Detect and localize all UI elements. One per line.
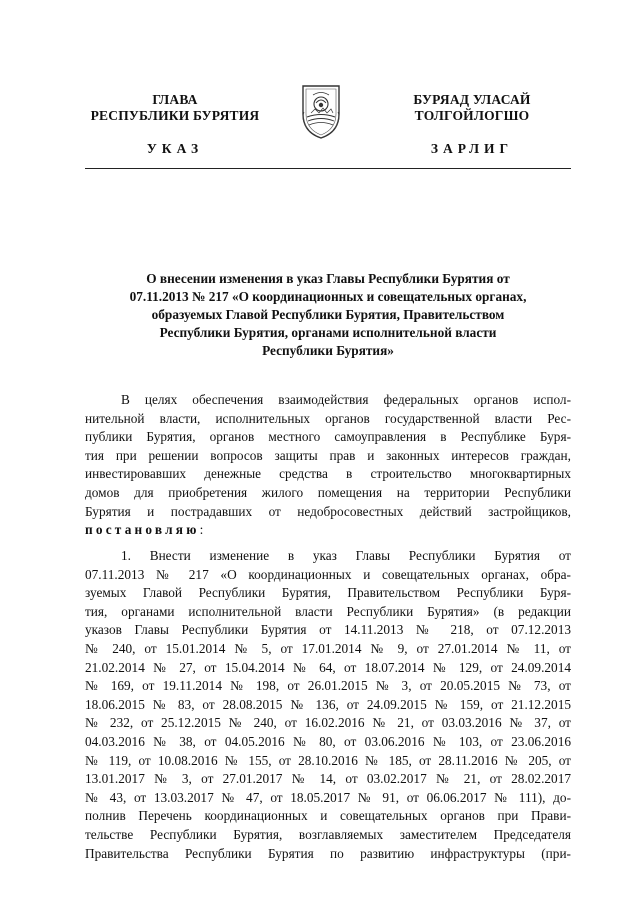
header-left-doc-kind: УКАЗ	[146, 141, 204, 156]
header-right-line1: БУРЯАД УЛАСАЙ	[413, 92, 531, 107]
text-line: № 43, от 13.03.2017 № 47, от 18.05.2017 № 91, от 06.06.2017 № 111), до-	[85, 789, 571, 805]
title-line: образуемых Главой Республики Бурятия, Правительством	[151, 307, 505, 322]
text-line: 13.01.2017 № 3, от 27.01.2017 № 14, от 03.02.2017 № 21, от 28.02.2017	[85, 771, 571, 787]
title-line: Республики Бурятия»	[262, 343, 394, 358]
coat-of-arms-icon	[299, 84, 343, 140]
header-left-line1: ГЛАВА	[152, 92, 198, 107]
text-line: указов Главы Республики Бурятия от 14.11.2013 № 218, от 07.12.2013	[85, 622, 571, 638]
header-right-block	[362, 92, 582, 124]
text-line: зуемых Главой Республики Бурятия, Правительством Республики Буря-	[85, 585, 571, 601]
text-line: № 169, от 19.11.2014 № 198, от 26.01.2015 № 3, от 20.05.2015 № 73, от	[85, 678, 571, 694]
text-line: № 232, от 25.12.2015 № 240, от 16.02.2016 № 21, от 03.03.2016 № 37, от	[85, 715, 571, 731]
header-left-line2: РЕСПУБЛИКИ БУРЯТИЯ	[90, 108, 260, 123]
text-line: тия, органами исполнительной власти Республики Бурятия» (в редакции	[85, 603, 571, 619]
header-right-line2: ТОЛГОЙЛОГШО	[414, 108, 530, 123]
text-line: полнив Перечень координационных и совещательных органов при Прави-	[85, 808, 571, 824]
text-line: домов для приобретения жилого помещения на территории Республики	[85, 484, 571, 500]
text-line: 18.06.2015 № 83, от 28.08.2015 № 136, от 24.09.2015 № 159, от 21.12.2015	[85, 696, 571, 712]
text-line: № 240, от 15.01.2014 № 5, от 17.01.2014 № 9, от 27.01.2014 № 11, от	[85, 640, 571, 656]
text-line: инвестировавших денежные средства в строительство многоквартирных	[85, 466, 571, 482]
text-line: № 119, от 10.08.2016 № 155, от 28.10.2016 № 185, от 28.11.2016 № 205, от	[85, 752, 571, 768]
text-line: Бурятия и пострадавших от недобросовестных действий застройщиков,	[85, 503, 571, 519]
decree-word: постановляю	[85, 522, 200, 538]
document-title	[85, 270, 571, 360]
text-line: Правительства Республики Бурятия по развитию инфраструктуры (при-	[85, 845, 571, 861]
text-line: В целях обеспечения взаимодействия федеральных органов испол-	[121, 392, 571, 407]
title-line: 07.11.2013 № 217 «О координационных и совещательных органах,	[129, 289, 527, 304]
text-line: 21.02.2014 № 27, от 15.04.2014 № 64, от 18.07.2014 № 129, от 24.09.2014	[85, 659, 571, 675]
item-1-paragraph	[85, 547, 571, 863]
decree-suffix: :	[199, 522, 204, 538]
title-line: О внесении изменения в указ Главы Республики Бурятия от	[146, 271, 510, 286]
text-line: публики Бурятия, органов местного самоуправления в Республике Буря-	[85, 429, 571, 445]
header-left-block	[65, 92, 285, 124]
decree-line	[85, 521, 571, 540]
header-divider	[85, 168, 571, 169]
header-right-doc-kind: ЗАРЛИГ	[430, 141, 514, 156]
text-line: тельстве Республики Бурятия, возглавляемых заместителем Председателя	[85, 826, 571, 842]
text-line: тия при решении вопросов защиты прав и законных интересов граждан,	[85, 447, 571, 463]
text-line: нительной власти, исполнительных органов государственной власти Рес-	[85, 410, 571, 426]
text-line: 07.11.2013 № 217 «О координационных и совещательных органах, обра-	[85, 566, 571, 582]
text-line: 04.03.2016 № 38, от 04.05.2016 № 80, от 03.06.2016 № 103, от 23.06.2016	[85, 733, 571, 749]
title-line: Республики Бурятия, органами исполнительной власти	[159, 325, 497, 340]
text-line: 1. Внести изменение в указ Главы Республики Бурятия от	[121, 548, 571, 563]
preamble-paragraph	[85, 391, 571, 540]
